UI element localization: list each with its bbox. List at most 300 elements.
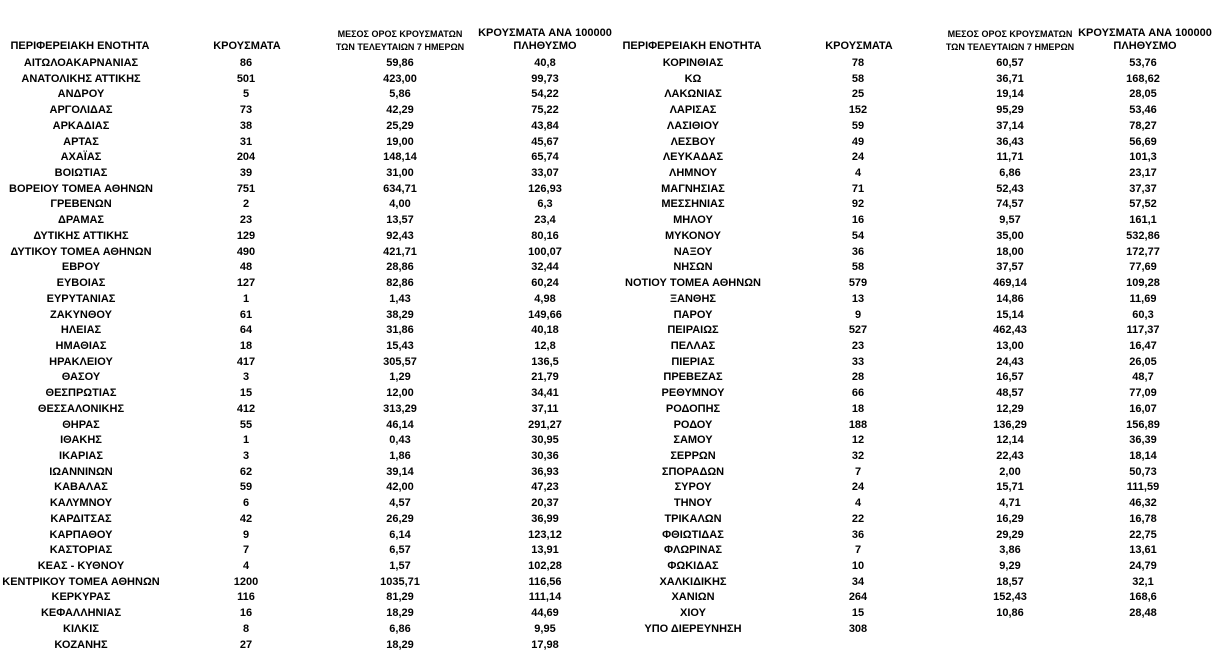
cases-cell: 1 bbox=[242, 434, 250, 447]
per100k-cell: 53,76 bbox=[1129, 57, 1157, 69]
per100k-cell: 126,93 bbox=[528, 182, 562, 195]
cases-cell: 4 bbox=[854, 497, 862, 510]
per100k-cell: 116,56 bbox=[528, 575, 562, 588]
table-row bbox=[0, 276, 610, 292]
region-cell: ΑΙΤΩΛΟΑΚΑΡΝΑΝΙΑΣ bbox=[23, 57, 139, 69]
table-row bbox=[0, 480, 610, 496]
table-row bbox=[612, 355, 1222, 371]
avg7-cell: 1035,71 bbox=[380, 575, 420, 588]
avg7-cell: 423,00 bbox=[383, 72, 417, 85]
avg7-cell: 6,14 bbox=[389, 528, 411, 541]
region-cell: ΣΕΡΡΩΝ bbox=[670, 449, 716, 462]
region-cell: ΗΜΑΘΙΑΣ bbox=[55, 339, 107, 352]
cases-cell: 59 bbox=[851, 119, 865, 132]
table-row bbox=[0, 260, 610, 276]
per100k-cell: 111,59 bbox=[1126, 481, 1160, 494]
table-row bbox=[612, 386, 1222, 402]
per100k-cell: 57,52 bbox=[1129, 198, 1157, 211]
region-cell: ΘΗΡΑΣ bbox=[62, 418, 100, 431]
per100k-cell: 16,07 bbox=[1129, 402, 1157, 415]
avg7-cell: 60,57 bbox=[996, 57, 1024, 69]
cases-cell: 31 bbox=[239, 135, 253, 148]
per100k-cell: 24,79 bbox=[1129, 560, 1157, 572]
avg7-cell: 2,00 bbox=[999, 465, 1021, 478]
avg7-cell: 29,29 bbox=[996, 528, 1024, 541]
table-row bbox=[612, 245, 1222, 261]
avg7-cell: 18,29 bbox=[386, 607, 414, 620]
region-cell: ΛΑΣΙΘΙΟΥ bbox=[666, 119, 720, 132]
region-cell: ΚΑΣΤΟΡΙΑΣ bbox=[49, 544, 113, 557]
region-cell: ΜΥΚΟΝΟΥ bbox=[664, 229, 722, 242]
table-row bbox=[612, 323, 1222, 339]
avg7-cell: 82,86 bbox=[386, 277, 414, 290]
table-row bbox=[612, 559, 1222, 575]
per100k-cell: 18,14 bbox=[1129, 449, 1157, 462]
region-cell: ΤΡΙΚΑΛΩΝ bbox=[664, 512, 722, 525]
cases-cell: 42 bbox=[239, 512, 253, 525]
header-avg7-line2: ΤΩΝ ΤΕΛΕΥΤΑΙΩΝ 7 ΗΜΕΡΩΝ bbox=[945, 42, 1075, 52]
cases-cell: 129 bbox=[236, 229, 256, 242]
cases-cell: 5 bbox=[242, 88, 250, 101]
header-avg7-line1: ΜΕΣΟΣ ΟΡΟΣ ΚΡΟΥΣΜΑΤΩΝ bbox=[337, 29, 463, 39]
avg7-cell: 52,43 bbox=[996, 182, 1024, 195]
per100k-cell: 37,37 bbox=[1129, 182, 1157, 195]
per100k-cell: 48,7 bbox=[1132, 371, 1154, 384]
cases-cell: 188 bbox=[848, 418, 868, 431]
table-row bbox=[612, 543, 1222, 559]
table-row bbox=[0, 433, 610, 449]
cases-cell: 9 bbox=[854, 308, 862, 321]
region-cell: ΑΡΤΑΣ bbox=[63, 135, 99, 148]
avg7-cell: 6,86 bbox=[999, 167, 1021, 180]
avg7-cell: 18,00 bbox=[996, 245, 1024, 258]
cases-cell: 2 bbox=[242, 198, 250, 211]
per100k-cell: 80,16 bbox=[531, 229, 559, 242]
table-row bbox=[0, 308, 610, 324]
per100k-cell: 22,75 bbox=[1129, 528, 1157, 541]
table-row bbox=[612, 528, 1222, 544]
per100k-cell: 53,46 bbox=[1129, 104, 1157, 117]
cases-cell: 25 bbox=[851, 88, 865, 101]
region-cell: ΚΙΛΚΙΣ bbox=[63, 622, 99, 635]
cases-cell: 1 bbox=[242, 292, 250, 305]
table-row bbox=[0, 87, 610, 103]
cases-cell: 412 bbox=[236, 402, 256, 415]
table-row bbox=[0, 355, 610, 371]
region-cell: ΘΑΣΟΥ bbox=[61, 371, 101, 384]
region-cell: ΜΑΓΝΗΣΙΑΣ bbox=[661, 182, 725, 195]
region-cell: ΦΛΩΡΙΝΑΣ bbox=[663, 544, 723, 557]
avg7-cell: 6,86 bbox=[389, 622, 411, 635]
cases-cell: 73 bbox=[239, 104, 253, 117]
region-cell: ΒΟΡΕΙΟΥ ΤΟΜΕΑ ΑΘΗΝΩΝ bbox=[9, 182, 153, 195]
table-row bbox=[0, 590, 610, 606]
region-cell: ΓΡΕΒΕΝΩΝ bbox=[50, 198, 112, 211]
cases-cell: 18 bbox=[239, 339, 253, 352]
region-cell: ΠΡΕΒΕΖΑΣ bbox=[663, 371, 723, 384]
header-region: ΠΕΡΙΦΕΡΕΙΑΚΗ ΕΝΟΤΗΤΑ bbox=[10, 40, 150, 52]
per100k-cell: 47,23 bbox=[531, 481, 559, 494]
cases-cell: 116 bbox=[237, 591, 255, 604]
region-cell: ΜΗΛΟΥ bbox=[673, 214, 713, 227]
table-row bbox=[612, 292, 1222, 308]
cases-cell: 23 bbox=[239, 214, 253, 227]
region-cell: ΧΙΟΥ bbox=[680, 607, 706, 620]
table-row bbox=[0, 402, 610, 418]
table-row bbox=[0, 323, 610, 339]
table-row bbox=[0, 622, 610, 638]
table-row bbox=[0, 418, 610, 434]
table-row bbox=[612, 339, 1222, 355]
avg7-cell: 24,43 bbox=[996, 355, 1024, 368]
cases-cell: 36 bbox=[851, 528, 865, 541]
avg7-cell: 16,29 bbox=[996, 512, 1024, 525]
table-row bbox=[612, 229, 1222, 245]
per100k-cell: 149,66 bbox=[528, 308, 562, 321]
per100k-cell: 109,28 bbox=[1126, 277, 1160, 290]
table-row bbox=[612, 606, 1222, 622]
table-row bbox=[612, 590, 1222, 606]
cases-cell: 4 bbox=[854, 167, 862, 180]
table-row bbox=[612, 119, 1222, 135]
avg7-cell: 1,86 bbox=[389, 449, 411, 462]
avg7-cell: 19,00 bbox=[386, 135, 414, 148]
region-cell: ΕΥΒΟΙΑΣ bbox=[56, 277, 106, 290]
cases-cell: 308 bbox=[848, 622, 868, 635]
header-per100k-line1: ΚΡΟΥΣΜΑΤΑ ΑΝΑ 100000 bbox=[478, 27, 612, 39]
avg7-cell: 5,86 bbox=[389, 88, 411, 101]
avg7-cell: 92,43 bbox=[386, 229, 414, 242]
per100k-cell: 172,77 bbox=[1126, 245, 1160, 258]
table-row bbox=[612, 276, 1222, 292]
per100k-cell: 46,32 bbox=[1129, 497, 1157, 510]
table-row bbox=[612, 480, 1222, 496]
avg7-cell: 3,86 bbox=[999, 544, 1021, 557]
cases-cell: 55 bbox=[239, 418, 253, 431]
region-cell: ΛΕΣΒΟΥ bbox=[670, 135, 716, 148]
avg7-cell: 35,00 bbox=[996, 229, 1024, 242]
avg7-cell: 148,14 bbox=[383, 151, 417, 164]
table-row bbox=[612, 512, 1222, 528]
per100k-cell: 54,22 bbox=[531, 88, 559, 101]
cases-cell: 48 bbox=[239, 261, 253, 274]
avg7-cell: 12,14 bbox=[996, 434, 1024, 447]
avg7-cell: 0,43 bbox=[389, 434, 411, 447]
region-cell: ΚΩ bbox=[684, 72, 702, 85]
avg7-cell: 421,71 bbox=[383, 245, 417, 258]
table-row bbox=[0, 229, 610, 245]
cases-cell: 92 bbox=[851, 198, 865, 211]
region-cell: ΚΕΑΣ - ΚΥΘΝΟΥ bbox=[37, 560, 125, 572]
avg7-cell: 19,14 bbox=[996, 88, 1024, 101]
region-cell: ΚΕΝΤΡΙΚΟΥ ΤΟΜΕΑ ΑΘΗΝΩΝ bbox=[2, 575, 160, 588]
table-row bbox=[612, 260, 1222, 276]
per100k-cell: 77,69 bbox=[1129, 261, 1157, 274]
per100k-cell: 75,22 bbox=[531, 104, 559, 117]
per100k-cell: 32,44 bbox=[531, 261, 559, 274]
table-row bbox=[0, 72, 610, 88]
avg7-cell: 42,29 bbox=[386, 104, 414, 117]
table-row bbox=[0, 528, 610, 544]
table-row bbox=[0, 103, 610, 119]
table-row bbox=[612, 56, 1222, 72]
table-row bbox=[0, 575, 610, 591]
per100k-cell: 36,93 bbox=[531, 465, 559, 478]
region-cell: ΠΕΙΡΑΙΩΣ bbox=[667, 324, 719, 337]
per100k-cell: 111,14 bbox=[528, 591, 562, 604]
cases-cell: 59 bbox=[239, 481, 253, 494]
avg7-cell: 38,29 bbox=[386, 308, 414, 321]
region-cell: ΑΝΑΤΟΛΙΚΗΣ ΑΤΤΙΚΗΣ bbox=[21, 72, 141, 85]
per100k-cell: 12,8 bbox=[534, 339, 556, 352]
region-cell: ΔΥΤΙΚΟΥ ΤΟΜΕΑ ΑΘΗΝΩΝ bbox=[10, 245, 152, 258]
avg7-cell: 74,57 bbox=[996, 198, 1024, 211]
per100k-cell: 40,18 bbox=[531, 324, 559, 337]
cases-cell: 24 bbox=[851, 151, 865, 164]
region-cell: ΔΥΤΙΚΗΣ ΑΤΤΙΚΗΣ bbox=[33, 229, 129, 242]
left-table bbox=[0, 0, 610, 653]
avg7-cell: 28,86 bbox=[386, 261, 414, 274]
cases-cell: 579 bbox=[848, 277, 868, 290]
per100k-cell: 17,98 bbox=[531, 638, 559, 651]
cases-cell: 16 bbox=[851, 214, 865, 227]
cases-cell: 23 bbox=[851, 339, 865, 352]
right-table-header bbox=[612, 0, 1222, 56]
region-cell: ΔΡΑΜΑΣ bbox=[57, 214, 105, 227]
avg7-cell: 14,86 bbox=[996, 292, 1024, 305]
table-row bbox=[0, 197, 610, 213]
avg7-cell: 12,00 bbox=[386, 387, 414, 400]
region-cell: ΚΕΡΚΥΡΑΣ bbox=[51, 591, 111, 604]
header-per100k bbox=[470, 27, 620, 53]
table-row bbox=[612, 418, 1222, 434]
avg7-cell: 26,29 bbox=[386, 512, 414, 525]
table-row bbox=[612, 72, 1222, 88]
region-cell: ΒΟΙΩΤΙΑΣ bbox=[54, 167, 108, 180]
region-cell: ΣΠΟΡΑΔΩΝ bbox=[661, 465, 725, 478]
cases-cell: 4 bbox=[242, 560, 250, 572]
per100k-cell: 65,74 bbox=[531, 151, 559, 164]
table-row bbox=[0, 638, 610, 654]
avg7-cell: 81,29 bbox=[386, 591, 414, 604]
per100k-cell: 40,8 bbox=[534, 57, 556, 69]
cases-cell: 58 bbox=[851, 72, 865, 85]
per100k-cell: 56,69 bbox=[1129, 135, 1157, 148]
cases-cell: 127 bbox=[236, 277, 256, 290]
per100k-cell: 34,41 bbox=[531, 387, 559, 400]
cases-cell: 49 bbox=[851, 135, 865, 148]
region-cell: ΑΡΓΟΛΙΔΑΣ bbox=[49, 104, 113, 117]
header-cases: ΚΡΟΥΣΜΑΤΑ bbox=[825, 40, 893, 52]
per100k-cell: 123,12 bbox=[528, 528, 562, 541]
avg7-cell: 4,71 bbox=[999, 497, 1021, 510]
cases-cell: 15 bbox=[851, 607, 865, 620]
per100k-cell: 156,89 bbox=[1126, 418, 1160, 431]
cases-cell: 264 bbox=[848, 591, 868, 604]
per100k-cell: 23,4 bbox=[534, 214, 556, 227]
header-per100k-line1: ΚΡΟΥΣΜΑΤΑ ΑΝΑ 100000 bbox=[1078, 27, 1212, 39]
table-row bbox=[612, 166, 1222, 182]
region-cell: ΠΑΡΟΥ bbox=[673, 308, 713, 321]
cases-cell: 58 bbox=[851, 261, 865, 274]
table-row bbox=[612, 370, 1222, 386]
region-cell: ΣΥΡΟΥ bbox=[674, 481, 712, 494]
table-row bbox=[612, 182, 1222, 198]
avg7-cell: 39,14 bbox=[386, 465, 414, 478]
avg7-cell: 13,57 bbox=[386, 214, 414, 227]
per100k-cell: 77,09 bbox=[1129, 387, 1157, 400]
per100k-cell: 43,84 bbox=[531, 119, 559, 132]
cases-cell: 6 bbox=[242, 497, 250, 510]
region-cell: ΤΗΝΟΥ bbox=[673, 497, 713, 510]
avg7-cell: 18,57 bbox=[996, 575, 1024, 588]
table-row bbox=[0, 213, 610, 229]
avg7-cell: 48,57 bbox=[996, 387, 1024, 400]
left-table-body bbox=[0, 56, 610, 653]
per100k-cell: 32,1 bbox=[1132, 575, 1154, 588]
per100k-cell: 168,62 bbox=[1126, 72, 1160, 85]
region-cell: ΚΑΡΠΑΘΟΥ bbox=[49, 528, 113, 541]
cases-cell: 7 bbox=[854, 544, 862, 557]
cases-cell: 22 bbox=[851, 512, 865, 525]
avg7-cell: 18,29 bbox=[386, 638, 414, 651]
cases-cell: 12 bbox=[851, 434, 865, 447]
table-row bbox=[0, 606, 610, 622]
avg7-cell: 36,43 bbox=[996, 135, 1024, 148]
table-row bbox=[0, 386, 610, 402]
region-cell: ΝΑΞΟΥ bbox=[673, 245, 713, 258]
avg7-cell: 11,71 bbox=[996, 151, 1024, 164]
table-row bbox=[612, 496, 1222, 512]
region-cell: ΑΝΔΡΟΥ bbox=[57, 88, 105, 101]
table-row bbox=[612, 449, 1222, 465]
avg7-cell: 36,71 bbox=[996, 72, 1024, 85]
cases-cell: 490 bbox=[236, 245, 256, 258]
region-cell: ΦΩΚΙΔΑΣ bbox=[667, 560, 719, 572]
header-per100k-line2: ΠΛΗΘΥΣΜΟ bbox=[1113, 40, 1177, 52]
avg7-cell: 31,86 bbox=[386, 324, 414, 337]
cases-cell: 39 bbox=[239, 167, 253, 180]
avg7-cell: 15,14 bbox=[996, 308, 1024, 321]
region-cell: ΛΗΜΝΟΥ bbox=[669, 167, 717, 180]
region-cell: ΝΗΣΩΝ bbox=[673, 261, 713, 274]
region-cell: ΛΕΥΚΑΔΑΣ bbox=[662, 151, 724, 164]
table-row bbox=[612, 150, 1222, 166]
avg7-cell: 634,71 bbox=[383, 182, 417, 195]
per100k-cell: 33,07 bbox=[531, 167, 559, 180]
cases-cell: 501 bbox=[236, 72, 256, 85]
per100k-cell: 50,73 bbox=[1129, 465, 1157, 478]
header-cases: ΚΡΟΥΣΜΑΤΑ bbox=[213, 40, 281, 52]
cases-cell: 10 bbox=[851, 560, 865, 572]
per100k-cell: 99,73 bbox=[531, 72, 559, 85]
region-cell: ΗΛΕΙΑΣ bbox=[60, 324, 102, 337]
region-cell: ΛΑΚΩΝΙΑΣ bbox=[664, 88, 722, 101]
avg7-cell: 9,57 bbox=[999, 214, 1021, 227]
region-cell: ΚΕΦΑΛΛΗΝΙΑΣ bbox=[40, 607, 122, 620]
cases-cell: 71 bbox=[851, 182, 865, 195]
per100k-cell: 60,3 bbox=[1132, 308, 1154, 321]
per100k-cell: 117,37 bbox=[1126, 324, 1160, 337]
per100k-cell: 45,67 bbox=[531, 135, 559, 148]
cases-cell: 78 bbox=[851, 57, 865, 69]
per100k-cell: 168,6 bbox=[1129, 591, 1157, 604]
cases-cell: 16 bbox=[239, 607, 253, 620]
avg7-cell: 1,57 bbox=[389, 560, 411, 572]
per100k-cell: 36,99 bbox=[531, 512, 559, 525]
table-row bbox=[0, 245, 610, 261]
header-per100k-line2: ΠΛΗΘΥΣΜΟ bbox=[513, 40, 577, 52]
cases-cell: 62 bbox=[239, 465, 253, 478]
cases-cell: 24 bbox=[851, 481, 865, 494]
per100k-cell: 23,17 bbox=[1129, 167, 1157, 180]
avg7-cell: 1,43 bbox=[389, 292, 411, 305]
avg7-cell: 37,57 bbox=[996, 261, 1024, 274]
per100k-cell: 11,69 bbox=[1129, 292, 1157, 305]
cases-cell: 33 bbox=[851, 355, 865, 368]
cases-cell: 38 bbox=[239, 119, 253, 132]
region-cell: ΑΡΚΑΔΙΑΣ bbox=[52, 119, 110, 132]
cases-cell: 66 bbox=[851, 387, 865, 400]
cases-cell: 86 bbox=[239, 57, 253, 69]
cases-cell: 7 bbox=[854, 465, 862, 478]
table-row bbox=[612, 402, 1222, 418]
cases-cell: 61 bbox=[239, 308, 253, 321]
cases-cell: 527 bbox=[848, 324, 868, 337]
cases-cell: 751 bbox=[236, 182, 256, 195]
cases-cell: 9 bbox=[242, 528, 250, 541]
region-cell: ΠΕΛΛΑΣ bbox=[670, 339, 716, 352]
region-cell: ΜΕΣΣΗΝΙΑΣ bbox=[661, 198, 725, 211]
avg7-cell: 4,00 bbox=[389, 198, 411, 211]
per100k-cell: 13,91 bbox=[531, 544, 559, 557]
region-cell: ΘΕΣΣΑΛΟΝΙΚΗΣ bbox=[37, 402, 125, 415]
left-table-header bbox=[0, 0, 610, 56]
header-avg7 bbox=[930, 28, 1090, 54]
per100k-cell: 37,11 bbox=[531, 402, 559, 415]
region-cell: ΚΟΡΙΝΘΙΑΣ bbox=[662, 57, 724, 69]
avg7-cell: 10,86 bbox=[996, 607, 1024, 620]
per100k-cell: 21,79 bbox=[531, 371, 559, 384]
avg7-cell: 313,29 bbox=[383, 402, 417, 415]
per100k-cell: 4,98 bbox=[534, 292, 556, 305]
per100k-cell: 20,37 bbox=[531, 497, 559, 510]
per100k-cell: 28,48 bbox=[1129, 607, 1157, 620]
table-row bbox=[0, 449, 610, 465]
region-cell: ΛΑΡΙΣΑΣ bbox=[669, 104, 717, 117]
region-cell: ΕΒΡΟΥ bbox=[61, 261, 101, 274]
avg7-cell: 95,29 bbox=[996, 104, 1024, 117]
cases-cell: 1200 bbox=[233, 575, 259, 588]
region-cell: ΠΙΕΡΙΑΣ bbox=[671, 355, 715, 368]
avg7-cell: 469,14 bbox=[993, 277, 1027, 290]
table-row bbox=[612, 308, 1222, 324]
cases-cell: 32 bbox=[851, 449, 865, 462]
per100k-cell: 532,86 bbox=[1126, 229, 1160, 242]
avg7-cell: 13,00 bbox=[996, 339, 1024, 352]
avg7-cell: 16,57 bbox=[996, 371, 1024, 384]
avg7-cell: 6,57 bbox=[389, 544, 411, 557]
table-row bbox=[0, 292, 610, 308]
region-cell: ΗΡΑΚΛΕΙΟΥ bbox=[49, 355, 113, 368]
cases-cell: 34 bbox=[851, 575, 865, 588]
per100k-cell: 78,27 bbox=[1129, 119, 1157, 132]
cases-cell: 417 bbox=[236, 355, 256, 368]
avg7-cell: 4,57 bbox=[389, 497, 411, 510]
per100k-cell: 30,95 bbox=[531, 434, 559, 447]
region-cell: ΝΟΤΙΟΥ ΤΟΜΕΑ ΑΘΗΝΩΝ bbox=[625, 277, 761, 290]
avg7-cell: 37,14 bbox=[996, 119, 1024, 132]
